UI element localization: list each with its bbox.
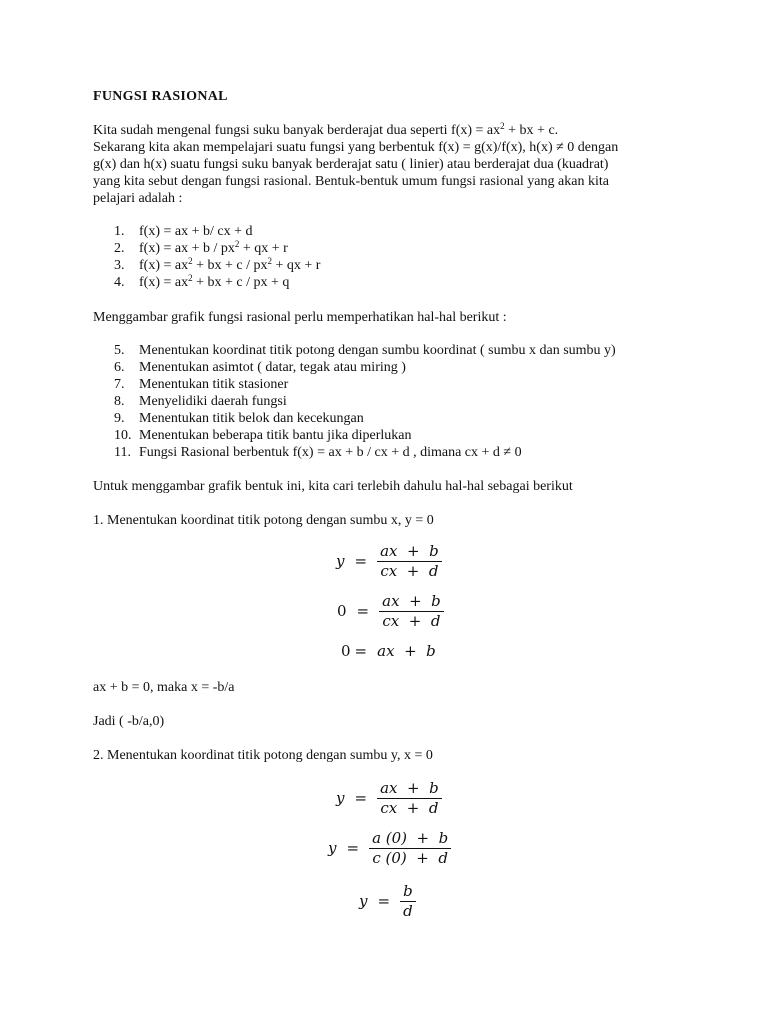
superscript: 2 — [234, 239, 240, 249]
list-item — [93, 342, 616, 359]
equation-lhs: y — [336, 552, 345, 570]
list-item — [93, 257, 320, 274]
list-number: 5. — [114, 343, 125, 358]
superscript: 2 — [500, 121, 505, 131]
part1-heading: 1. Menentukan koordinat titik potong dengan sumbu x, y = 0 — [93, 513, 434, 528]
list-item — [93, 223, 320, 240]
superscript: 2 — [188, 256, 193, 266]
list-number: 3. — [114, 258, 125, 273]
list-item — [93, 393, 616, 410]
list-number: 9. — [114, 411, 125, 426]
equals-sign: = — [346, 839, 360, 857]
denominator: cx + d — [380, 799, 439, 817]
list-item — [93, 427, 616, 444]
numerator: b — [403, 882, 413, 900]
equation-y-intercept-1 — [336, 779, 442, 818]
list-item — [93, 410, 616, 427]
equation-x-intercept-1 — [336, 542, 442, 581]
list-item — [93, 274, 320, 291]
equation-y-intercept-2 — [328, 829, 451, 868]
step-text: Menentukan titik stasioner — [139, 377, 289, 392]
equation-lhs: y — [336, 789, 345, 807]
step-text: Menentukan titik belok dan kecekungan — [139, 411, 364, 426]
step-text: Fungsi Rasional berbentuk f(x) = ax + b / cx + d , dimana cx + d ≠ 0 — [139, 445, 522, 460]
equation-lhs: 0 — [337, 602, 347, 620]
denominator: c (0) + d — [372, 849, 448, 867]
intro-line-1 — [93, 122, 683, 139]
equation-y-intercept-3 — [359, 882, 416, 921]
step-text: Menentukan beberapa titik bantu jika diperlukan — [139, 428, 412, 443]
list-item — [93, 444, 616, 461]
intro-line-1-text: Kita sudah mengenal fungsi suku banyak berderajat dua seperti f(x) = ax — [93, 123, 501, 138]
list-number: 2. — [114, 241, 125, 256]
form-text: f(x) = ax + b/ cx + d — [139, 224, 253, 239]
intro-line-3: g(x) dan h(x) suatu fungsi suku banyak berderajat satu ( linier) atau berderajat dua (kuadrat) — [93, 157, 609, 172]
x-intercept-point: Jadi ( -b/a,0) — [93, 714, 165, 729]
denominator: cx + d — [382, 612, 441, 630]
superscript: 2 — [267, 256, 273, 266]
form-text: f(x) = ax — [139, 258, 189, 273]
numerator: ax + b — [382, 592, 441, 610]
equals-sign: = — [354, 642, 368, 660]
list-number: 7. — [114, 377, 125, 392]
list-number: 8. — [114, 394, 125, 409]
equation-lhs: y — [359, 892, 368, 910]
fraction — [400, 882, 416, 921]
list-number: 6. — [114, 360, 125, 375]
form-text: f(x) = ax — [139, 275, 189, 290]
graph-intro: Menggambar grafik fungsi rasional perlu memperhatikan hal-hal berikut : — [93, 310, 507, 325]
equals-sign: = — [377, 892, 391, 910]
equals-sign: = — [356, 602, 370, 620]
fraction — [369, 829, 451, 868]
equals-sign: = — [354, 789, 368, 807]
numerator: a (0) + b — [372, 829, 449, 847]
fraction — [379, 592, 444, 631]
denominator: cx + d — [380, 562, 439, 580]
list-item — [93, 376, 616, 393]
list-number: 1. — [114, 224, 125, 239]
intro-line-1-tail: + bx + c. — [504, 123, 559, 138]
intro-line-4: yang kita sebut dengan fungsi rasional. Bentuk-bentuk umum fungsi rasional yang akan kita — [93, 174, 609, 189]
step-text: Menentukan asimtot ( datar, tegak atau miring ) — [139, 360, 406, 375]
step-text: Menyelidiki daerah fungsi — [139, 394, 287, 409]
intro-line-5: pelajari adalah : — [93, 191, 183, 206]
fraction — [377, 779, 442, 818]
form-text: f(x) = ax + b / px — [139, 241, 235, 256]
step-text: Menentukan koordinat titik potong dengan sumbu koordinat ( sumbu x dan sumbu y) — [139, 343, 616, 358]
form-text: + bx + c / px — [192, 258, 268, 273]
numerator: ax + b — [380, 542, 439, 560]
search-intro: Untuk menggambar grafik bentuk ini, kita cari terlebih dahulu hal-hal sebagai berikut — [93, 479, 573, 494]
equation-lhs: y — [328, 839, 337, 857]
page-title: FUNGSI RASIONAL — [93, 89, 228, 104]
equation-x-intercept-2 — [337, 592, 444, 631]
list-item — [93, 359, 616, 376]
denominator: d — [403, 902, 413, 920]
numerator: ax + b — [380, 779, 439, 797]
forms-list — [93, 223, 320, 291]
list-number: 10. — [114, 428, 132, 443]
equation-x-intercept-3 — [341, 643, 436, 660]
list-number: 11. — [114, 445, 131, 460]
intro-paragraph — [93, 122, 683, 207]
part2-heading: 2. Menentukan koordinat titik potong dengan sumbu y, x = 0 — [93, 748, 433, 763]
list-number: 4. — [114, 275, 125, 290]
steps-list — [93, 342, 616, 461]
intro-line-2: Sekarang kita akan mempelajari suatu fungsi yang berbentuk f(x) = g(x)/f(x), h(x) ≠ 0 dengan — [93, 140, 619, 155]
form-text: + qx + r — [239, 241, 288, 256]
form-text: + qx + r — [272, 258, 321, 273]
form-text: + bx + c / px + q — [192, 275, 290, 290]
equation-lhs: 0 — [341, 642, 351, 660]
list-item — [93, 240, 320, 257]
superscript: 2 — [188, 273, 193, 283]
equals-sign: = — [354, 552, 368, 570]
equation-rhs: ax + b — [377, 642, 436, 660]
x-intercept-result: ax + b = 0, maka x = -b/a — [93, 680, 235, 695]
fraction — [377, 542, 442, 581]
